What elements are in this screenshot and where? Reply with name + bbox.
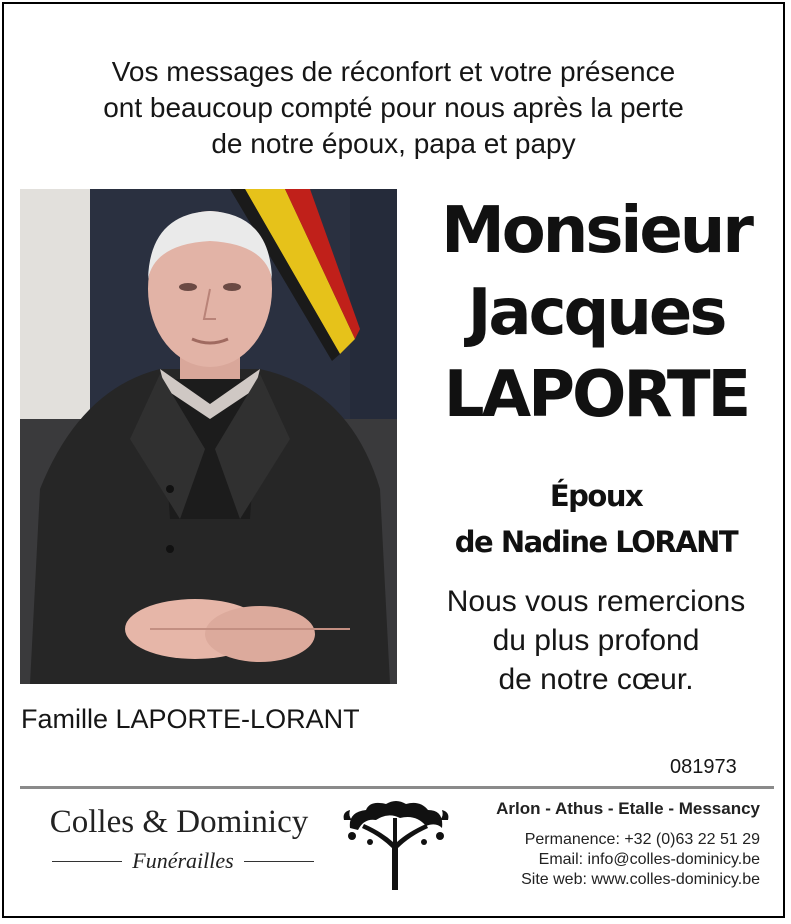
thanks-message [405, 582, 787, 699]
deceased-last-name: LAPORTE [443, 358, 749, 432]
spouse-line-1: Époux [549, 479, 643, 513]
thanks-line-3: de notre cœur. [498, 663, 694, 696]
deceased-title: Monsieur [441, 194, 751, 268]
family-signature: Famille LAPORTE-LORANT [21, 704, 360, 734]
funeral-home-name: Colles & Dominicy [49, 804, 309, 840]
contact-email[interactable]: Email: info@colles-dominicy.be [538, 851, 760, 868]
funeral-home-subtitle [52, 848, 314, 874]
intro-line-2: ont beaucoup compté pour nous après la perte [103, 92, 684, 123]
funeral-home-contacts [440, 830, 760, 890]
spouse-info [405, 473, 787, 565]
subtitle-rule-left [52, 861, 122, 862]
reference-number: 081973 [670, 756, 737, 778]
contact-phone: Permanence: +32 (0)63 22 51 29 [524, 831, 760, 848]
deceased-first-name: Jacques [467, 276, 725, 350]
thanks-line-1: Nous vous remercions [446, 585, 746, 618]
contact-website[interactable]: Site web: www.colles-dominicy.be [521, 871, 760, 888]
portrait-photo [20, 189, 397, 684]
intro-line-3: de notre époux, papa et papy [211, 128, 576, 159]
divider [20, 786, 774, 789]
spouse-line-2: de Nadine LORANT [454, 525, 738, 559]
funeral-home-locations: Arlon - Athus - Etalle - Messancy [496, 799, 760, 818]
thanks-line-2: du plus profond [492, 624, 700, 657]
tree-logo-icon [340, 798, 452, 894]
intro-line-1: Vos messages de réconfort et votre présence [111, 56, 676, 87]
funeral-home-subtitle-text: Funérailles [132, 848, 234, 873]
intro-message [0, 54, 787, 162]
subtitle-rule-right [244, 861, 314, 862]
deceased-name [405, 190, 787, 436]
